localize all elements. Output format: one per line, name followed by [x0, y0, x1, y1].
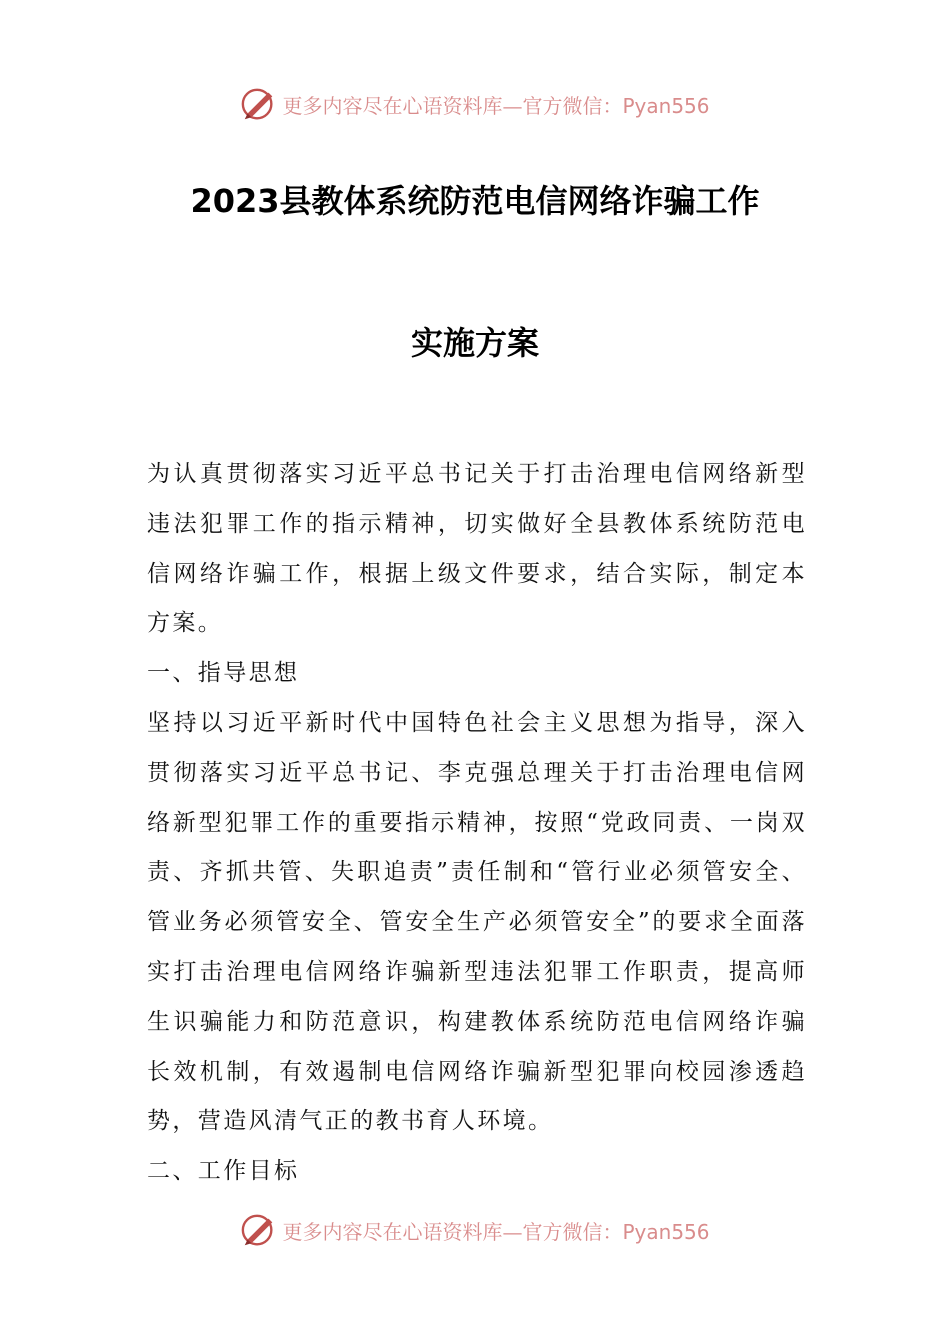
- document-title-line-2: 实施方案: [410, 324, 539, 362]
- intro-paragraph: 为认真贯彻落实习近平总书记关于打击治理电信网络新型违法犯罪工作的指示精神，切实做好全县教体系统防范电信网络诈骗工作，根据上级文件要求，结合实际，制定本方案。: [147, 461, 807, 637]
- watermark-text: 更多内容尽在心语资料库—官方微信：Pyan556: [282, 1219, 710, 1244]
- pen-logo-icon: [240, 85, 278, 123]
- guiding-ideology-paragraph: 坚持以习近平新时代中国特色社会主义思想为指导，深入贯彻落实习近平总书记、李克强总理关于打击治理电信网络新型犯罪工作的重要指示精神，按照“党政同责、一岗双责、齐抓共管、失职追责”责任制和“管行业必须管安全、管业务必须管安全、管安全生产必须管安全”的要求全面落实打击治理电信网络诈骗新型违法犯罪工作职责，提高师生识骗能力和防范意识，构建教体系统防范电信网络诈骗长效机制，有效遏制电信网络诈骗新型犯罪向校园渗透趋势，营造风清气正的教书育人环境。: [147, 709, 807, 1135]
- watermark-header: [0, 82, 950, 126]
- section-heading-guiding-ideology: 一、指导思想: [147, 660, 300, 687]
- watermark-wechat-id: Pyan556: [622, 93, 710, 118]
- watermark-footer: [0, 1208, 950, 1252]
- watermark-wechat-id: Pyan556: [622, 1219, 710, 1244]
- document-title-line-1: 2023县教体系统防范电信网络诈骗工作: [190, 182, 760, 220]
- pen-logo-icon: [240, 1211, 278, 1249]
- section-heading-work-goals: 二、工作目标: [147, 1158, 300, 1185]
- document-body: [147, 450, 807, 1197]
- watermark-text: 更多内容尽在心语资料库—官方微信：Pyan556: [282, 93, 710, 118]
